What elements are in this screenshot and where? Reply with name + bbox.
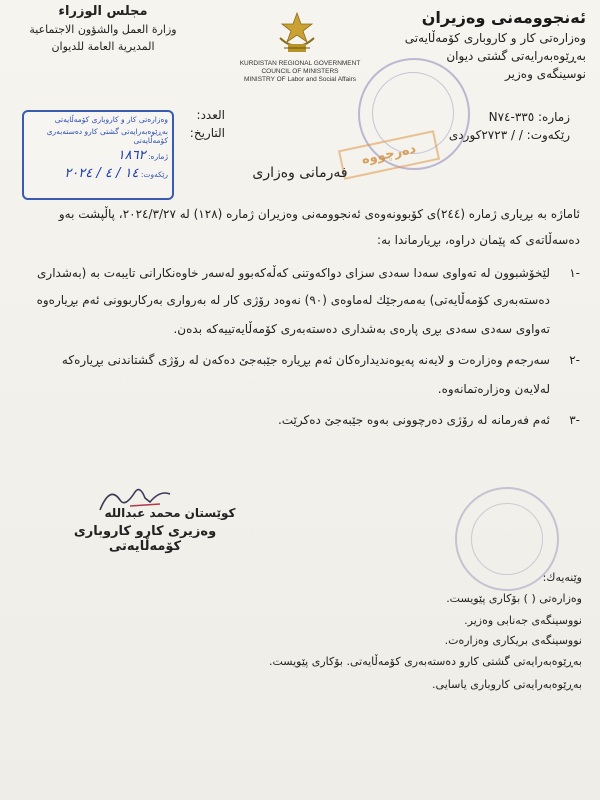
header-kurdish-line1: ئەنجوومەنی وەزیران	[421, 8, 586, 27]
center-line1: KURDISTAN REGIONAL GOVERNMENT	[239, 60, 361, 67]
center-line3: MINISTRY OF Labor and Social Affairs	[244, 76, 356, 83]
document-title: فەرمانی وەزاری	[252, 165, 348, 181]
cc-item-2: نووسینگەی جەنابی وەزیر.	[464, 614, 582, 627]
cc-item-4: بەڕێوەبەرایەتی گشتی كارو دەستەبەری كۆمەڵایەتی. بۆكاری پێویست.	[269, 655, 582, 668]
cc-item-1: وەزارەتی ( ) بۆكاری پێویست.	[446, 592, 582, 605]
item-1-number: -١	[569, 266, 580, 280]
item-1-line-2: دەستەبەری كۆمەڵایەتی) بەمەرجێك لەماوەی (٩٠) نەوەد رۆژی كار لە بەرواری بەركاربوونی ئەم بڕیارەوە	[36, 293, 550, 307]
reference-number-arabic: العدد:	[196, 108, 225, 122]
reference-number: زمارە: ٣٣٥-N٧٤	[488, 110, 570, 124]
received-stamp-line2: بەڕێوەبەرایەتی گشتی كارو دەستەبەری كۆمەڵایەتی	[46, 127, 168, 145]
item-1-line-1: لێخۆشبوون لە تەواوی سەدا سەدی سزای دواكەوتنی كەڵەكەبوو لەسەر خاوەنكارانی تایبەت بە (بەشداری	[37, 266, 550, 280]
cc-item-5: بەڕێوەبەرایەتی كاروباری یاسایی.	[432, 678, 582, 691]
received-stamp-number-label: ژمارە:	[147, 152, 168, 161]
intro-line-1: ئاماژە بە بڕیاری ژمارە (٢٤٤)ی كۆبوونەوەی ئەنجوومەنی وەزیران ژمارە (١٢٨) لە ٢٠٢٤/٣/٢٧، پاڵپشت بەو	[58, 207, 580, 221]
cc-heading: وێنەیەك:	[542, 571, 582, 584]
reference-date: رێكەوت: / / ٢٧٢٣كوردی	[448, 128, 570, 142]
item-3-number: -٣	[569, 413, 580, 427]
header-kurdish-line2: وەزارەتی كار و كاروباری كۆمەڵایەتی	[404, 31, 586, 45]
krg-emblem-icon	[272, 10, 322, 58]
header-arabic-line1: مجلس الوزراء	[58, 4, 148, 19]
received-stamp	[22, 110, 174, 200]
center-english-header	[215, 60, 385, 84]
header-arabic-line2: وزارة العمل والشؤون الاجتماعية	[29, 23, 177, 36]
item-2-line-1: سەرجەم وەزارەت و لایەنە پەیوەندیدارەكان ئەم بڕیارە جێبەجێ دەكەن لە رۆژی گشتاندنی بڕیارەكە	[61, 353, 550, 367]
item-2-line-2: لەلایەن وەزارەتمانەوە.	[437, 382, 550, 396]
header-arabic	[18, 4, 188, 53]
header-arabic-line3: المديرية العامة للديوان	[51, 40, 155, 53]
received-stamp-number-value: ١٨٦٢	[117, 148, 146, 163]
center-line2: COUNCIL OF MINISTERS	[261, 68, 339, 75]
received-stamp-number	[28, 148, 168, 163]
signatory-title: وەزیری كارو كاروباری كۆمەڵایەتی	[73, 524, 217, 554]
reference-date-arabic: التاريخ:	[189, 126, 225, 140]
cc-item-3: نووسینگەی بریكاری وەزارەت.	[444, 634, 582, 647]
header-kurdish-line3: بەڕێوەبەرایەتی گشتی دیوان	[446, 49, 586, 63]
received-stamp-date-label: رێكەوت:	[140, 170, 168, 179]
item-3-line-1: ئەم فەرمانە لە رۆژی دەرچوونی بەوە جێبەجێ دەكرێت.	[277, 413, 550, 427]
item-2-number: -٢	[569, 353, 580, 367]
received-stamp-date-value: ١٤ / ٤ / ٢٠٢٤	[64, 166, 139, 181]
header-kurdish-line4: نوسینگەی وەزیر	[505, 67, 586, 81]
signatory-name: كوێستان محمد عبدالله	[104, 506, 236, 520]
item-1-line-3: تەواوی سەدی سەدی بڕی پارەی بەشداری دەستەبەری كۆمەڵایەتییەكە بدەن.	[173, 322, 550, 336]
issued-stamp: دەرچووە	[338, 130, 440, 180]
intro-line-2: دەسەڵاتەی كە پێمان دراوە، بڕیارماندا بە:	[377, 233, 580, 247]
received-stamp-line1: وەزارەتی كار و كاروباری كۆمەڵایەتی	[54, 115, 168, 124]
